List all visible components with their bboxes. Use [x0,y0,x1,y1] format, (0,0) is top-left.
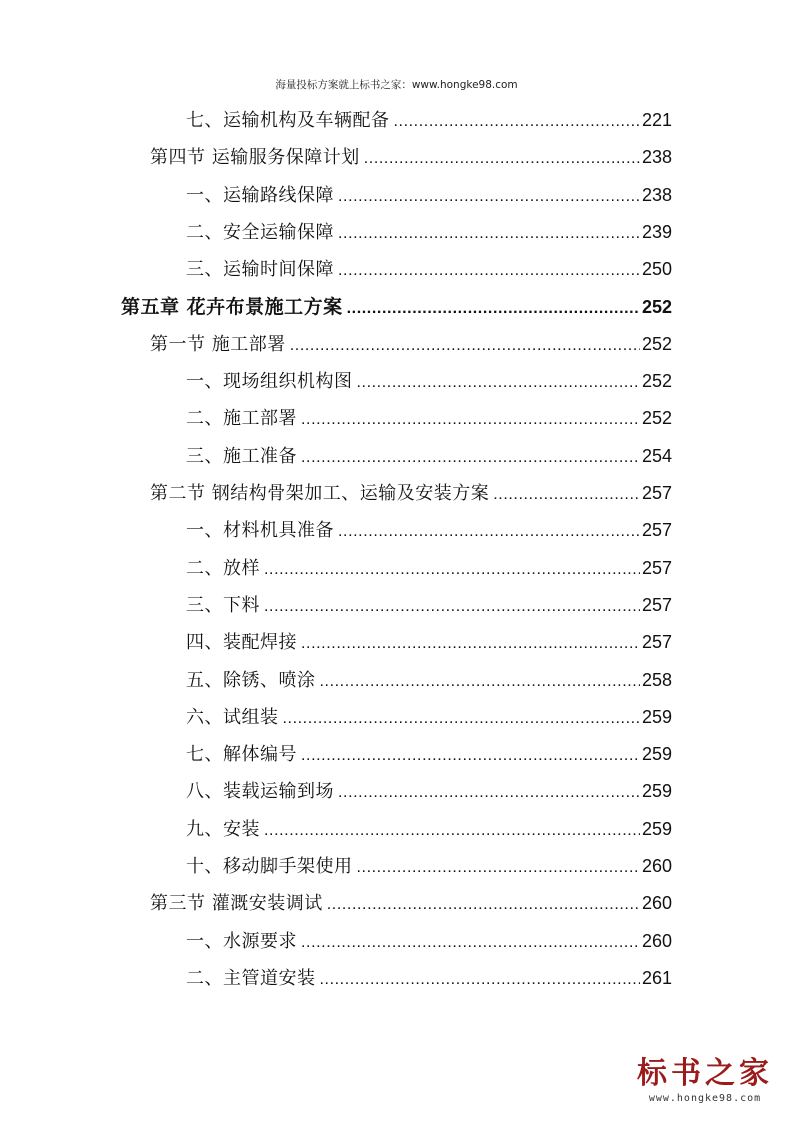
toc-leader-dots [301,445,640,471]
toc-entry[interactable] [186,182,672,208]
toc-entry-page: 257 [641,520,672,541]
toc-entry-label: 二、施工部署 [186,408,297,430]
toc-entry-page: 250 [641,259,672,280]
toc-entry-label: 第二节 钢结构骨架加工、运输及安装方案 [150,483,490,504]
toc-leader-dots [493,482,640,508]
watermark-title: 标书之家 [637,1056,773,1091]
toc-leader-dots [283,706,640,732]
toc-entry[interactable] [186,778,672,804]
toc-entry[interactable] [186,555,672,581]
toc-leader-dots [338,221,640,247]
toc-entry-page: 252 [641,296,672,317]
toc-entry[interactable] [186,629,672,655]
toc-entry-label: 三、运输时间保障 [186,259,334,281]
toc-entry-page: 259 [641,818,672,839]
toc-entry-page: 221 [641,110,672,130]
toc-entry-page: 260 [641,930,672,951]
toc-entry-label: 一、材料机具准备 [186,520,334,542]
toc-entry-label: 一、现场组织机构图 [186,371,353,393]
toc-entry-label: 第一节 施工部署 [150,333,286,355]
toc-entry-label: 七、运输机构及车辆配备 [186,110,390,131]
toc-entry-label: 第五章 花卉布景施工方案 [121,295,343,318]
toc-entry[interactable] [186,928,672,954]
toc-leader-dots [301,930,640,956]
toc-entry-label: 第四节 运输服务保障计划 [150,147,360,169]
toc-entry[interactable] [186,667,672,693]
toc-leader-dots [327,892,640,918]
toc-entry-label: 二、主管道安装 [186,967,316,989]
toc-entry-label: 五、除锈、喷涂 [186,669,316,691]
toc-leader-dots [264,818,640,844]
toc-leader-dots [264,594,640,620]
toc-entry-label: 三、施工准备 [186,445,297,467]
toc-entry-page: 260 [641,893,672,914]
toc-entry-page: 257 [641,557,672,578]
toc-entry[interactable] [186,853,672,879]
toc-entry[interactable] [186,443,672,469]
toc-leader-dots [290,333,640,359]
toc-entry-page: 257 [641,483,672,503]
watermark-url: www.hongke98.com [648,1093,762,1104]
toc-entry[interactable] [186,219,672,245]
watermark-logo [635,1057,775,1104]
toc-entry-label: 一、运输路线保障 [186,184,334,206]
toc-entry[interactable] [150,480,672,506]
toc-entry[interactable] [150,331,672,357]
toc-entry[interactable] [186,405,672,431]
toc-entry[interactable] [186,816,672,842]
toc-leader-dots [338,258,640,284]
toc-entry-page: 257 [641,594,672,615]
toc-leader-dots [301,743,640,769]
toc-entry-page: 254 [641,445,672,466]
toc-entry-page: 239 [641,221,672,242]
toc-entry-label: 第三节 灌溉安装调试 [150,893,323,915]
toc-entry-label: 一、水源要求 [186,930,297,952]
toc-leader-dots [320,669,640,695]
toc-entry-label: 九、安装 [186,818,260,840]
toc-entry-page: 252 [641,371,672,392]
toc-entry-page: 252 [641,408,672,429]
toc-entry-page: 258 [641,669,672,690]
toc-entry[interactable] [150,144,672,170]
toc-entry[interactable] [186,368,672,394]
toc-leader-dots [357,370,640,396]
toc-entry[interactable] [186,965,672,991]
toc-leader-dots [301,407,640,433]
toc-entry-label: 八、装载运输到场 [186,781,334,803]
toc-entry-page: 252 [641,333,672,354]
toc-entry[interactable] [186,256,672,282]
toc-entry[interactable] [186,741,672,767]
toc-leader-dots [338,184,640,210]
toc-entry-page: 260 [641,856,672,876]
toc-entry-page: 259 [641,781,672,802]
toc-entry-label: 六、试组装 [186,706,279,728]
toc-entry-page: 257 [641,632,672,653]
toc-entry[interactable] [186,704,672,730]
toc-entry-page: 261 [641,967,672,988]
toc-leader-dots [301,631,640,657]
toc-leader-dots [320,967,640,993]
toc-leader-dots [357,855,640,881]
toc-entry-label: 二、放样 [186,557,260,579]
toc-entry-page: 259 [641,706,672,727]
toc-leader-dots [364,146,640,172]
toc-entry-label: 四、装配焊接 [186,632,297,654]
toc-entry[interactable] [186,592,672,618]
toc-leader-dots [347,296,640,322]
toc-entry-page: 259 [641,744,672,765]
toc-entry[interactable] [186,107,672,133]
toc-entry[interactable] [121,294,672,320]
toc-entry-label: 三、下料 [186,594,260,616]
toc-entry-label: 七、解体编号 [186,744,297,766]
toc-leader-dots [264,557,640,583]
toc-entry-page: 238 [641,184,672,205]
toc-leader-dots [394,109,640,135]
toc-leader-dots [338,519,640,545]
page-header: 海量投标方案就上标书之家：www.hongke98.com [275,79,518,91]
toc-entry[interactable] [150,890,672,916]
toc-leader-dots [338,780,640,806]
toc-entry-label: 二、安全运输保障 [186,221,334,243]
toc-entry-label: 十、移动脚手架使用 [186,856,353,877]
toc-entry[interactable] [186,517,672,543]
toc-entry-page: 238 [641,147,672,168]
